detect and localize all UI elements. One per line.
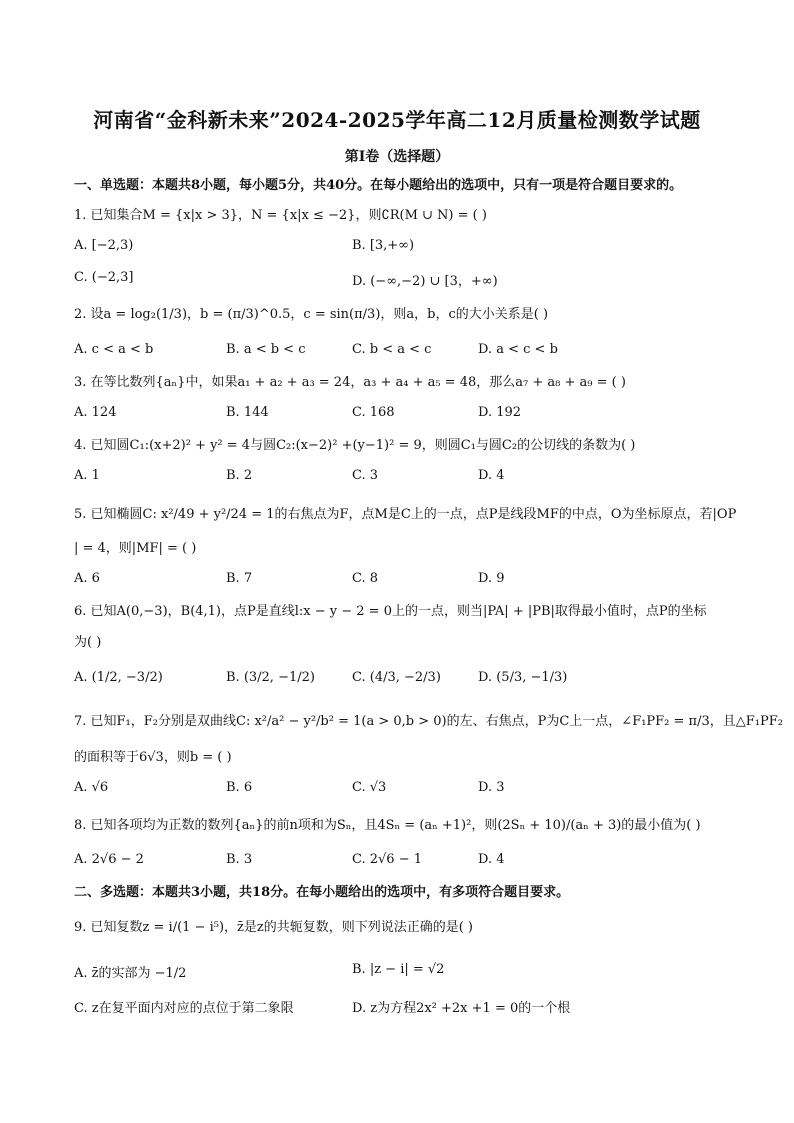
- question-8-stem: 8. 已知各项均为正数的数列{aₙ}的前n项和为Sₙ，且4Sₙ = (aₙ +1)²，则(2Sₙ + 10)/(aₙ + 3)的最小值为( ): [74, 818, 701, 833]
- question-3-option-c: C. 168: [352, 405, 395, 420]
- question-4-option-a: A. 1: [74, 468, 100, 483]
- question-5-stem-line1: 5. 已知椭圆C: x²/49 + y²/24 = 1的右焦点为F，点M是C上的一点，点P是线段MF的中点，O为坐标原点，若|OP: [74, 507, 737, 522]
- question-9-option-d: D. z为方程2x² +2x +1 = 0的一个根: [352, 1001, 571, 1016]
- question-2-option-d: D. a < c < b: [478, 342, 558, 357]
- question-5-option-a: A. 6: [74, 571, 100, 586]
- question-1-option-a: A. [−2,3): [74, 238, 134, 253]
- section-heading-multi: 二、多选题：本题共3小题，共18分。在每小题给出的选项中，有多项符合题目要求。: [74, 885, 570, 900]
- question-2-option-c: C. b < a < c: [352, 342, 432, 357]
- question-1-option-b: B. [3,+∞): [352, 238, 415, 253]
- question-9-options-row1: [74, 962, 734, 982]
- question-2-option-b: B. a < b < c: [226, 342, 306, 357]
- question-7-option-b: B. 6: [226, 780, 253, 795]
- question-4-stem: 4. 已知圆C₁:(x+2)² + y² = 4与圆C₂:(x−2)² +(y−1)² = 9，则圆C₁与圆C₂的公切线的条数为( ): [74, 438, 636, 453]
- question-2-stem: 2. 设a = log₂(1/3)，b = (π/3)^0.5，c = sin(π/3)，则a，b，c的大小关系是( ): [74, 307, 549, 322]
- question-6-stem-line2: 为( ): [74, 635, 102, 650]
- question-5-option-d: D. 9: [478, 571, 505, 586]
- question-3-stem: 3. 在等比数列{aₙ}中，如果a₁ + a₂ + a₃ = 24，a₃ + a₄ + a₅ = 48，那么a₇ + a₈ + a₉ = ( ): [74, 375, 626, 390]
- question-2-options: [74, 342, 734, 362]
- question-9-option-c: C. z在复平面内对应的点位于第二象限: [74, 1001, 294, 1016]
- question-4-option-c: C. 3: [352, 468, 379, 483]
- page-title: 河南省“金科新未来”2024-2025学年高二12月质量检测数学试题: [93, 108, 701, 132]
- question-8-options: [74, 852, 734, 872]
- question-6-option-a: A. (1/2, −3/2): [74, 670, 163, 685]
- question-1-option-c: C. (−2,3]: [74, 270, 134, 285]
- question-7-option-a: A. √6: [74, 780, 109, 795]
- question-1-stem: 1. 已知集合M = {x|x > 3}，N = {x|x ≤ −2}，则∁R(M ∪ N) = ( ): [74, 208, 487, 223]
- question-5-stem-line2: | = 4，则|MF| = ( ): [74, 541, 197, 556]
- question-2-option-a: A. c < a < b: [74, 342, 154, 357]
- question-8-option-d: D. 4: [478, 852, 505, 867]
- question-3-option-d: D. 192: [478, 405, 522, 420]
- page-subtitle: 第I卷（选择题）: [344, 149, 450, 165]
- question-3-options: [74, 405, 734, 425]
- question-6-stem-line1: 6. 已知A(0,−3)，B(4,1)，点P是直线l:x − y − 2 = 0上的一点，则当|PA| + |PB|取得最小值时，点P的坐标: [74, 604, 707, 619]
- question-1-option-d: D. (−∞,−2) ∪ [3，+∞): [352, 274, 498, 289]
- question-5-option-b: B. 7: [226, 571, 253, 586]
- question-3-option-b: B. 144: [226, 405, 269, 420]
- question-6-option-c: C. (4/3, −2/3): [352, 670, 441, 685]
- question-8-option-c: C. 2√6 − 1: [352, 852, 423, 867]
- question-8-option-b: B. 3: [226, 852, 253, 867]
- question-3-option-a: A. 124: [74, 405, 117, 420]
- question-8-option-a: A. 2√6 − 2: [74, 852, 144, 867]
- question-9-stem: 9. 已知复数z = i/(1 − i⁵)，z̄是z的共轭复数，则下列说法正确的是( ): [74, 920, 473, 935]
- question-9-option-b: B. |z − i| = √2: [352, 962, 445, 977]
- section-heading-single: 一、单选题：本题共8小题，每小题5分，共40分。在每小题给出的选项中，只有一项是符合题目要求的。: [74, 178, 683, 193]
- question-7-stem-line2: 的面积等于6√3，则b = ( ): [74, 750, 232, 765]
- question-9-options-row2: [74, 997, 734, 1017]
- question-1-options-row1: [74, 238, 734, 258]
- question-7-stem-line1: 7. 已知F₁，F₂分别是双曲线C: x²/a² − y²/b² = 1(a > 0,b > 0)的左、右焦点，P为C上一点，∠F₁PF₂ = π/3，且△F₁PF₂: [74, 714, 783, 729]
- question-7-options: [74, 780, 734, 800]
- question-7-option-c: C. √3: [352, 780, 387, 795]
- question-6-option-d: D. (5/3, −1/3): [478, 670, 568, 685]
- question-5-option-c: C. 8: [352, 571, 379, 586]
- question-9-option-a: A. z̄的实部为 −1/2: [74, 966, 187, 981]
- question-7-option-d: D. 3: [478, 780, 505, 795]
- question-6-options: [74, 670, 734, 690]
- question-6-option-b: B. (3/2, −1/2): [226, 670, 315, 685]
- question-5-options: [74, 571, 734, 591]
- question-4-option-b: B. 2: [226, 468, 253, 483]
- question-4-option-d: D. 4: [478, 468, 505, 483]
- question-1-options-row2: [74, 270, 734, 290]
- question-4-options: [74, 468, 734, 488]
